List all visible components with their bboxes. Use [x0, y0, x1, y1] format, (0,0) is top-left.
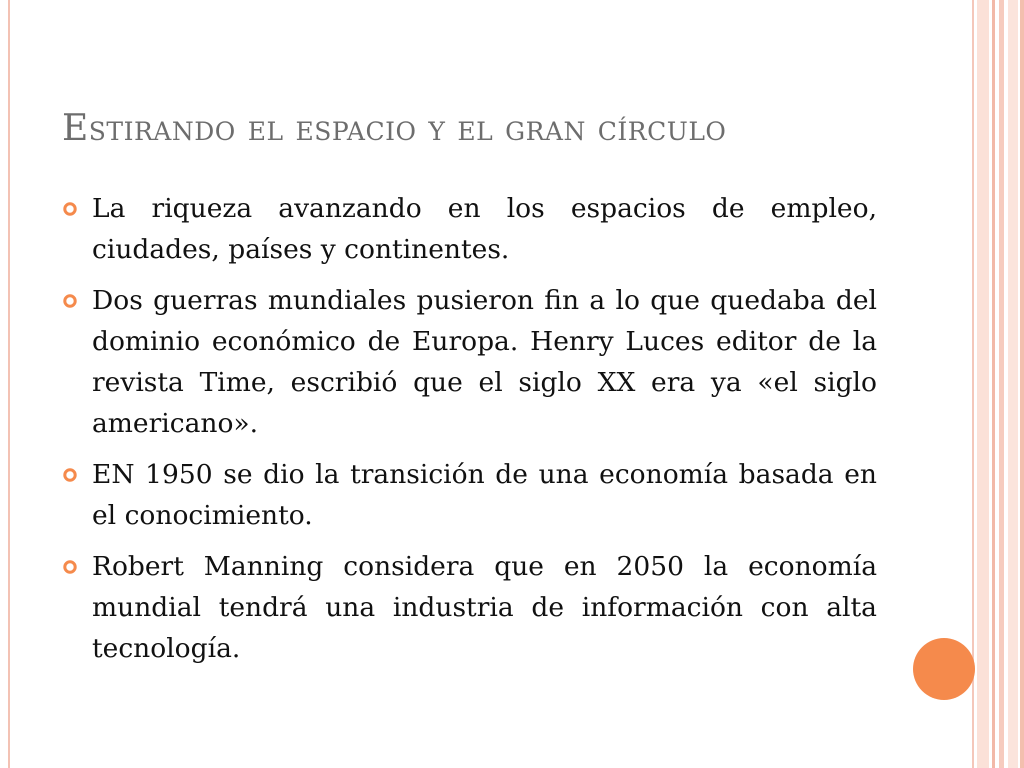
bullet-item — [62, 188, 877, 270]
bullet-text: Robert Manning considera que en 2050 la economía mundial tendrá una industria de información con alta tecnología. — [92, 551, 877, 664]
stripe — [1008, 0, 1018, 768]
bullet-item — [62, 280, 877, 444]
bullet-list — [62, 188, 877, 679]
bullet-text: EN 1950 se dio la transición de una economía basada en el conocimiento. — [92, 459, 877, 531]
decorative-orange-circle — [913, 638, 975, 700]
bullet-item — [62, 546, 877, 669]
bullet-text: La riqueza avanzando en los espacios de empleo, ciudades, países y continentes. — [92, 193, 877, 265]
stripe — [1020, 0, 1024, 768]
right-decorative-stripes — [972, 0, 1024, 768]
bullet-item — [62, 454, 877, 536]
stripe — [977, 0, 989, 768]
orange-ring-bullet-icon — [62, 467, 78, 483]
orange-ring-bullet-icon — [62, 293, 78, 309]
stripe — [992, 0, 995, 768]
stripe — [972, 0, 974, 768]
orange-ring-bullet-icon — [62, 559, 78, 575]
orange-ring-bullet-icon — [62, 201, 78, 217]
stripe — [999, 0, 1004, 768]
left-decorative-line — [8, 0, 10, 768]
slide-title: Estirando el espacio y el gran círculo — [62, 108, 727, 149]
bullet-text: Dos guerras mundiales pusieron fin a lo que quedaba del dominio económico de Europa. Henry Luces editor de la revista Time, escribió que el siglo XX era ya «el siglo americano». — [92, 285, 877, 439]
